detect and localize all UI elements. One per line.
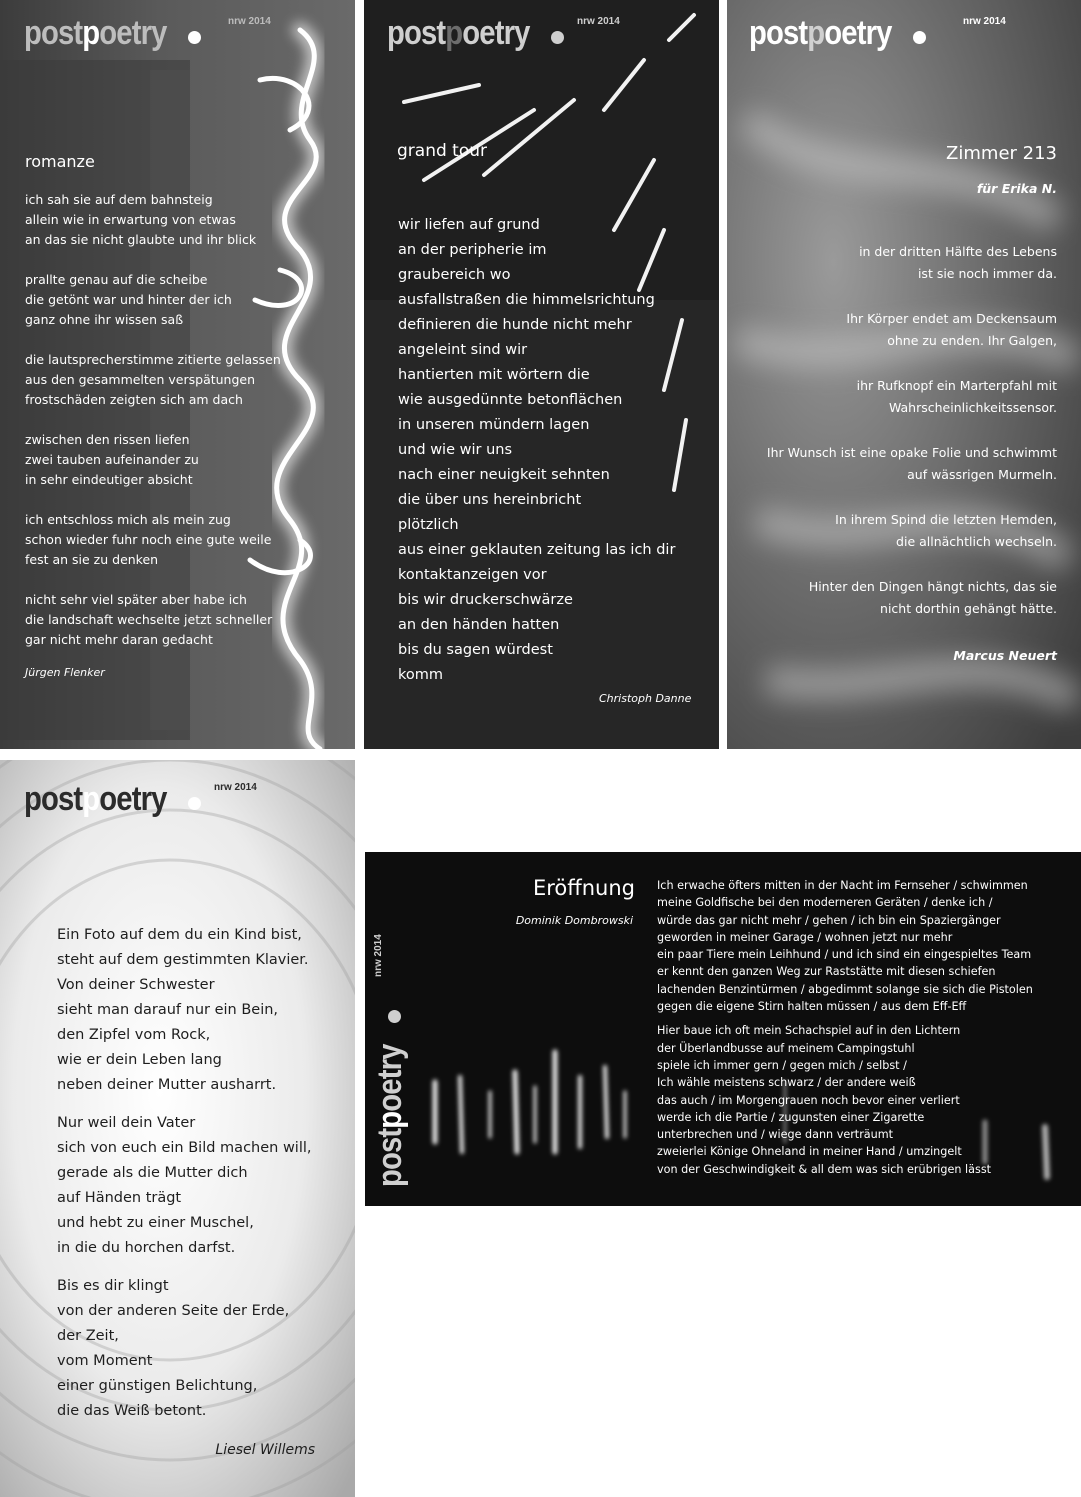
poem-line: in die du horchen darfst.	[57, 1240, 236, 1256]
poem-line: In ihrem Spind die letzten Hemden,	[835, 512, 1057, 527]
poem-line: von der Geschwindigkeit & all dem was sich erübrigen lässt	[657, 1162, 992, 1176]
logo-dot-icon	[188, 797, 201, 810]
poem-line: graubereich wo	[398, 267, 511, 283]
poem-stanza	[767, 375, 1057, 419]
poem-line: in sehr eindeutiger absicht	[25, 472, 193, 487]
poem-line: ihr Rufknopf ein Marterpfahl mit	[856, 378, 1057, 393]
poem-line: nach einer neuigkeit sehnten	[398, 467, 610, 483]
poem-line: in unseren mündern lagen	[398, 417, 590, 433]
poem-line: zweierlei Könige Ohneland in meiner Hand / umzingelt	[657, 1145, 962, 1159]
poem-card-grand-tour	[364, 0, 719, 749]
poem-line: und wie wir uns	[398, 442, 513, 458]
poem-line: gegen die eigene Stirn halten müssen / aus dem Eff-Eff	[657, 1000, 967, 1014]
poem-title: Zimmer 213	[946, 143, 1057, 164]
poem-line: vom Moment	[57, 1353, 153, 1369]
poem-body	[25, 190, 281, 650]
poem-line: von der anderen Seite der Erde,	[57, 1303, 290, 1319]
poem-line: die über uns hereinbricht	[398, 492, 582, 508]
poem-title: grand tour	[397, 141, 487, 161]
poem-line: kontaktanzeigen vor	[398, 567, 547, 583]
poem-line: steht auf dem gestimmten Klavier.	[57, 952, 309, 968]
poem-stanza	[25, 190, 281, 250]
poem-card-zimmer-213	[727, 0, 1081, 749]
poem-line: würde das gar nicht mehr / gehen / ich bin ein Spaziergänger	[657, 913, 1001, 927]
poem-line: die allnächtlich wechseln.	[896, 534, 1057, 549]
poem-line: den Zipfel vom Rock,	[57, 1027, 211, 1043]
poem-line: allein wie in erwartung von etwas	[25, 212, 236, 227]
poem-line: hantierten mit wörtern die	[398, 367, 590, 383]
poem-stanza	[767, 442, 1057, 486]
poem-body	[398, 213, 675, 688]
logo-dot-icon	[388, 1010, 401, 1023]
poem-line: Ihr Wunsch ist eine opake Folie und schwimmt	[766, 445, 1057, 460]
poem-line: zwei tauben aufeinander zu	[25, 452, 199, 467]
poem-stanza	[25, 350, 281, 410]
poem-line: Ich erwache öfters mitten in der Nacht im Fernseher / schwimmen	[657, 879, 1028, 892]
poem-stanza	[767, 241, 1057, 285]
brand-logo-vertical: postpoetry nrw 2014	[371, 934, 409, 1187]
poem-body	[657, 877, 1033, 1178]
poem-line: und hebt zu einer Muschel,	[57, 1215, 254, 1231]
poem-card-romanze	[0, 0, 355, 749]
brand-logo: postpoetry nrw 2014	[749, 14, 1006, 52]
brand-logo: postpoetry nrw 2014	[24, 780, 257, 818]
poem-line: gar nicht mehr daran gedacht	[25, 632, 213, 647]
poem-line: an das sie nicht glaubte und ihr blick	[25, 232, 257, 247]
poem-line: aus einer geklauten zeitung las ich dir	[398, 542, 676, 558]
brand-logo: postpoetry nrw 2014	[24, 14, 271, 52]
poem-line: der Überlandbusse auf meinem Campingstuhl	[657, 1041, 915, 1055]
poem-stanza	[657, 1022, 1033, 1178]
poem-stanza	[57, 1274, 312, 1424]
poem-stanza	[767, 308, 1057, 352]
poem-line: schon wieder fuhr noch eine gute weile	[25, 532, 272, 547]
poem-line: Ich wähle meistens schwarz / der andere weiß	[657, 1076, 916, 1090]
poem-dedication: für Erika N.	[976, 181, 1057, 196]
poem-line: in der dritten Hälfte des Lebens	[859, 244, 1057, 259]
poem-line: ausfallstraßen die himmelsrichtung	[398, 292, 655, 308]
poem-line: wie er dein Leben lang	[57, 1052, 222, 1068]
poem-line: die das Weiß betont.	[57, 1403, 207, 1419]
poem-stanza	[657, 877, 1033, 1015]
poem-line: die landschaft wechselte jetzt schneller	[25, 612, 273, 627]
brand-logo: postpoetry nrw 2014	[387, 14, 620, 52]
poem-line: die getönt war und hinter der ich	[25, 292, 232, 307]
poem-line: geworden in meiner Garage / wohnen jetzt nur mehr	[657, 930, 953, 944]
poem-line: Wahrscheinlichkeitssensor.	[888, 400, 1057, 415]
poem-line: definieren die hunde nicht mehr	[398, 317, 632, 333]
poem-line: nicht sehr viel später aber habe ich	[25, 592, 247, 607]
poem-line: aus den gesammelten verspätungen	[25, 372, 256, 387]
poem-line: Nur weil dein Vater	[57, 1115, 196, 1131]
poem-card-eroeffnung	[365, 852, 1081, 1206]
poem-line: ohne zu enden. Ihr Galgen,	[887, 333, 1057, 348]
poem-body	[57, 923, 312, 1424]
poem-line: zwischen den rissen liefen	[25, 432, 190, 447]
poem-stanza	[25, 270, 281, 330]
poem-line: Hinter den Dingen hängt nichts, das sie	[808, 579, 1057, 594]
poem-line: gerade als die Mutter dich	[57, 1165, 248, 1181]
poem-line: meine Goldfische bei den moderneren Geräten / denke ich /	[657, 896, 993, 910]
poem-author: Liesel Willems	[215, 1442, 315, 1458]
poem-line: neben deiner Mutter ausharrt.	[57, 1077, 277, 1093]
poem-line: unterbrechen und / wiege dann verträumt	[657, 1128, 894, 1142]
poem-author: Christoph Danne	[599, 692, 692, 705]
poem-card-foto	[0, 760, 355, 1497]
poem-title: romanze	[25, 152, 95, 171]
poem-line: die lautsprecherstimme zitierte gelassen	[25, 352, 281, 367]
poem-line: ganz ohne ihr wissen saß	[25, 312, 184, 327]
poem-line: an der peripherie im	[398, 242, 547, 258]
poem-line: das auch / im Morgengrauen noch bevor einer verliert	[657, 1093, 960, 1107]
poem-line: einer günstigen Belichtung,	[57, 1378, 258, 1394]
poem-author: Dominik Dombrowski	[515, 914, 633, 927]
poem-line: an den händen hatten	[398, 617, 560, 633]
poem-line: Ihr Körper endet am Deckensaum	[846, 311, 1057, 326]
poem-line: fest an sie zu denken	[25, 552, 159, 567]
poem-line: Von deiner Schwester	[57, 977, 215, 993]
logo-dot-icon	[913, 31, 926, 44]
poem-line: auf wässrigen Murmeln.	[907, 467, 1057, 482]
poem-author: Jürgen Flenker	[25, 666, 105, 679]
poem-line: wir liefen auf grund	[398, 217, 540, 233]
poem-stanza	[767, 509, 1057, 553]
poem-stanza	[57, 1111, 312, 1261]
logo-dot-icon	[551, 31, 564, 44]
poem-stanza	[25, 590, 281, 650]
poem-line: plötzlich	[398, 517, 459, 533]
poem-line: sich von euch ein Bild machen will,	[57, 1140, 312, 1156]
poem-line: sieht man darauf nur ein Bein,	[57, 1002, 279, 1018]
poem-line: ich entschloss mich als mein zug	[25, 512, 231, 527]
poem-line: wie ausgedünnte betonflächen	[398, 392, 623, 408]
poem-stanza	[57, 923, 312, 1098]
poem-line: ist sie noch immer da.	[917, 266, 1057, 281]
poem-line: lachenden Benzintürmen / abgedimmt solange sie sich die Pistolen	[657, 982, 1033, 996]
poem-line: spiele ich immer gern / gegen mich / selbst /	[657, 1058, 907, 1072]
poem-line: komm	[398, 667, 444, 683]
poem-title: Eröffnung	[532, 876, 635, 900]
poem-line: werde ich die Partie / zugunsten einer Zigarette	[657, 1110, 925, 1124]
poem-line: der Zeit,	[57, 1328, 119, 1344]
poem-line: prallte genau auf die scheibe	[25, 272, 208, 287]
poem-stanza	[25, 430, 281, 490]
poem-line: frostschäden zeigten sich am dach	[25, 392, 243, 407]
poem-line: ein paar Tiere mein Leihhund / und ich sind ein eingespieltes Team	[657, 948, 1032, 962]
poem-line: auf Händen trägt	[57, 1190, 182, 1206]
poem-line: nicht dorthin gehängt hätte.	[880, 601, 1057, 616]
poem-line: Bis es dir klingt	[57, 1278, 169, 1294]
poem-line: bis wir druckerschwärze	[398, 592, 573, 608]
poem-stanza	[767, 576, 1057, 620]
poem-line: er kennt den ganzen Weg zur Raststätte mit diesen schiefen	[657, 965, 996, 979]
poem-author: Marcus Neuert	[953, 648, 1057, 663]
poem-line: ich sah sie auf dem bahnsteig	[25, 192, 213, 207]
poem-line: bis du sagen würdest	[398, 642, 553, 658]
poem-line: Ein Foto auf dem du ein Kind bist,	[57, 927, 302, 943]
poem-line: angeleint sind wir	[398, 342, 528, 358]
poem-body	[767, 241, 1057, 620]
poem-line: Hier baue ich oft mein Schachspiel auf in den Lichtern	[657, 1024, 961, 1038]
logo-dot-icon	[188, 31, 201, 44]
poem-stanza	[25, 510, 281, 570]
